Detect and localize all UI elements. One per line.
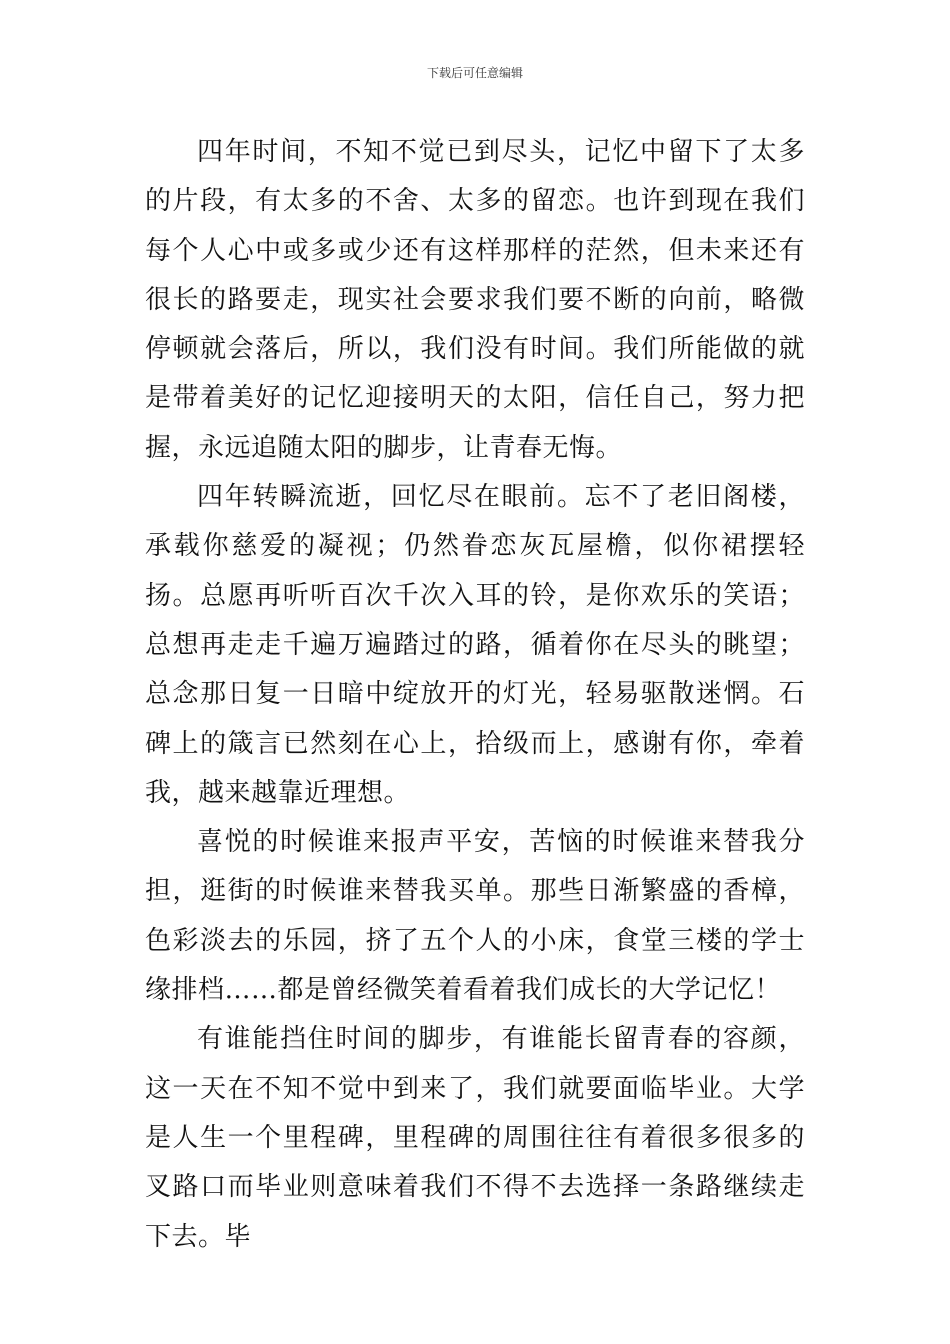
paragraph-3: 喜悦的时候谁来报声平安，苦恼的时候谁来替我分担，逛街的时候谁来替我买单。那些日渐繁盛的香樟，色彩淡去的乐园，挤了五个人的小床，食堂三楼的学士缘排档……都是曾经微笑着看着我们成长的大学记忆！	[145, 827, 805, 1006]
page-header-note: 下载后可任意编辑	[426, 66, 523, 80]
paragraph-2: 四年转瞬流逝，回忆尽在眼前。忘不了老旧阁楼，承载你慈爱的凝视；仍然眷恋灰瓦屋檐，似你裙摆轻扬。总愿再听听百次千次入耳的铃，是你欢乐的笑语；总想再走走千遍万遍踏过的路，循着你在尽头的眺望；总念那日复一日暗中绽放开的灯光，轻易驱散迷惘。石碑上的箴言已然刻在心上，拾级而上，感谢有你，牵着我，越来越靠近理想。	[145, 482, 805, 808]
document-body	[145, 128, 805, 1262]
paragraph-4: 有谁能挡住时间的脚步，有谁能长留青春的容颜，这一天在不知不觉中到来了，我们就要面临毕业。大学是人生一个里程碑，里程碑的周围往往有着很多很多的叉路口而毕业则意味着我们不得不去选择一条路继续走下去。毕	[145, 1024, 805, 1252]
paragraph-1: 四年时间，不知不觉已到尽头，记忆中留下了太多的片段，有太多的不舍、太多的留恋。也许到现在我们每个人心中或多或少还有这样那样的茫然，但未来还有很长的路要走，现实社会要求我们要不断的向前，略微停顿就会落后，所以，我们没有时间。我们所能做的就是带着美好的记忆迎接明天的太阳，信任自己，努力把握，永远追随太阳的脚步，让青春无悔。	[145, 137, 805, 463]
